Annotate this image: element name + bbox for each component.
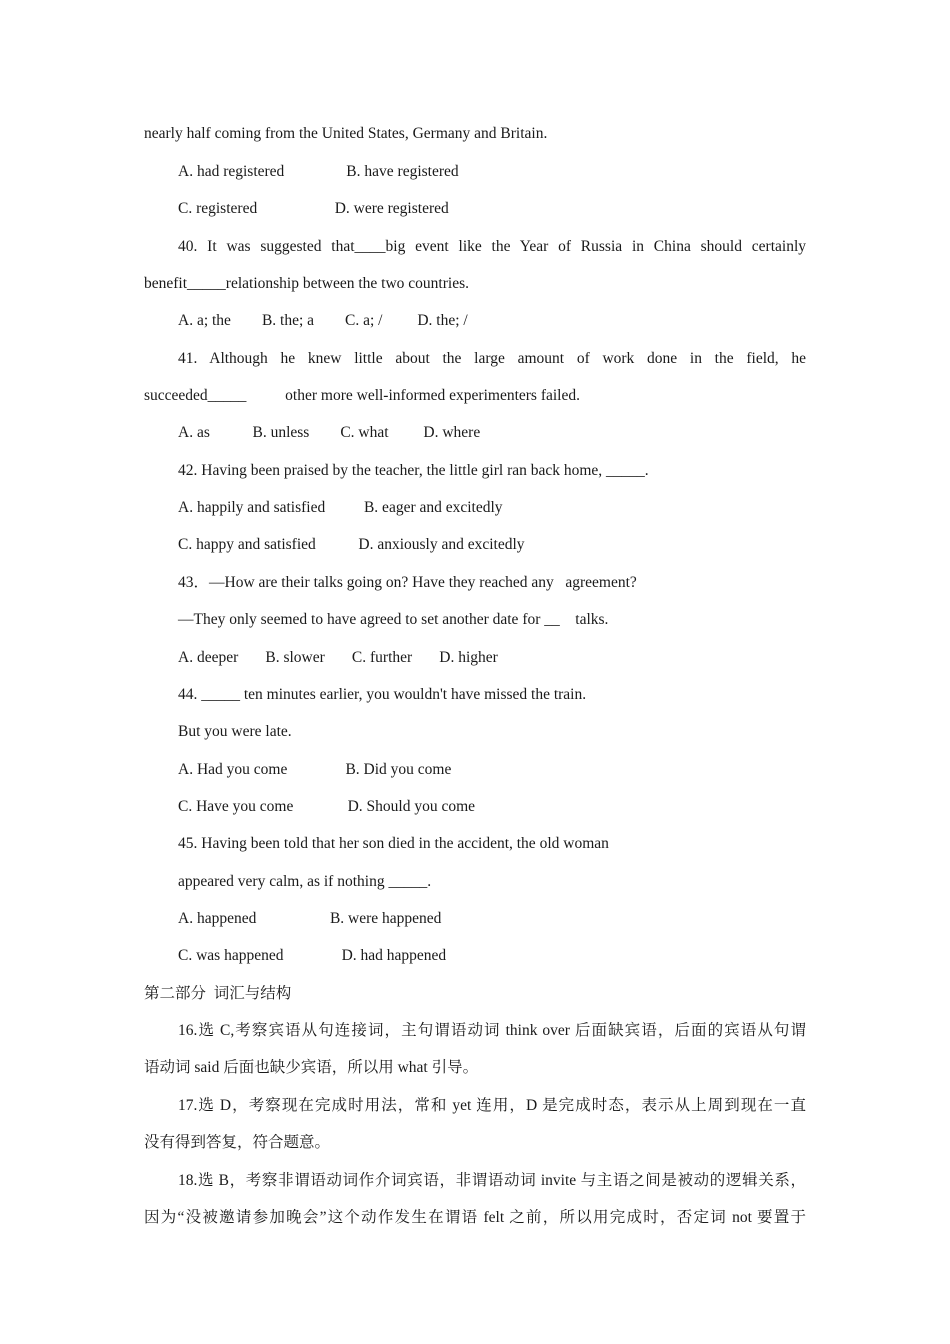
- option-line: A. as B. unless C. what D. where: [178, 424, 481, 441]
- section-heading: 第二部分 词汇与结构: [144, 985, 292, 1002]
- option-line: C. registered D. were registered: [178, 200, 449, 217]
- text-line: But you were late.: [178, 723, 292, 740]
- option-line: A. had registered B. have registered: [178, 163, 459, 180]
- text-line: succeeded_____ other more well-informed experimenters failed.: [144, 387, 580, 404]
- option-line: C. happy and satisfied D. anxiously and excitedly: [178, 536, 525, 553]
- answer-17: 17.选 D，考察现在完成时用法，常和 yet 连用，D 是完成时态，表示从上周到现在一直: [178, 1097, 806, 1114]
- question-45: 45. Having been told that her son died in the accident, the old woman: [178, 835, 609, 852]
- answer-16: 16.选 C,考察宾语从句连接词，主句谓语动词 think over 后面缺宾语，后面的宾语从句谓: [178, 1022, 806, 1039]
- option-line: A. happened B. were happened: [178, 910, 442, 927]
- option-line: C. was happened D. had happened: [178, 947, 447, 964]
- text-line: benefit_____relationship between the two countries.: [144, 275, 469, 292]
- text-line: —They only seemed to have agreed to set another date for __ talks.: [178, 611, 609, 628]
- question-42: 42. Having been praised by the teacher, the little girl ran back home, _____.: [178, 462, 649, 479]
- option-line: A. Had you come B. Did you come: [178, 761, 452, 778]
- text-line: nearly half coming from the United States, Germany and Britain.: [144, 125, 548, 142]
- text-line: 因为“没被邀请参加晚会”这个动作发生在谓语 felt 之前，所以用完成时，否定词 not 要置于: [144, 1209, 806, 1226]
- text-line: 没有得到答复，符合题意。: [144, 1134, 331, 1151]
- question-41: 41. Although he knew little about the large amount of work done in the field, he: [178, 350, 806, 367]
- text-line: appeared very calm, as if nothing _____.: [178, 873, 432, 890]
- answer-18: 18.选 B，考察非谓语动词作介词宾语，非谓语动词 invite 与主语之间是被动的逻辑关系，: [178, 1172, 806, 1189]
- question-44: 44. _____ ten minutes earlier, you wouldn't have missed the train.: [178, 686, 587, 703]
- question-40: 40. It was suggested that____big event like the Year of Russia in China should certainly: [178, 238, 806, 255]
- option-line: A. a; the B. the; a C. a; / D. the; /: [178, 312, 468, 329]
- option-line: A. deeper B. slower C. further D. higher: [178, 649, 498, 666]
- option-line: A. happily and satisfied B. eager and excitedly: [178, 499, 503, 516]
- question-43: 43．—How are their talks going on? Have they reached any agreement?: [178, 574, 637, 591]
- option-line: C. Have you come D. Should you come: [178, 798, 476, 815]
- text-line: 语动词 said 后面也缺少宾语，所以用 what 引导。: [144, 1059, 479, 1076]
